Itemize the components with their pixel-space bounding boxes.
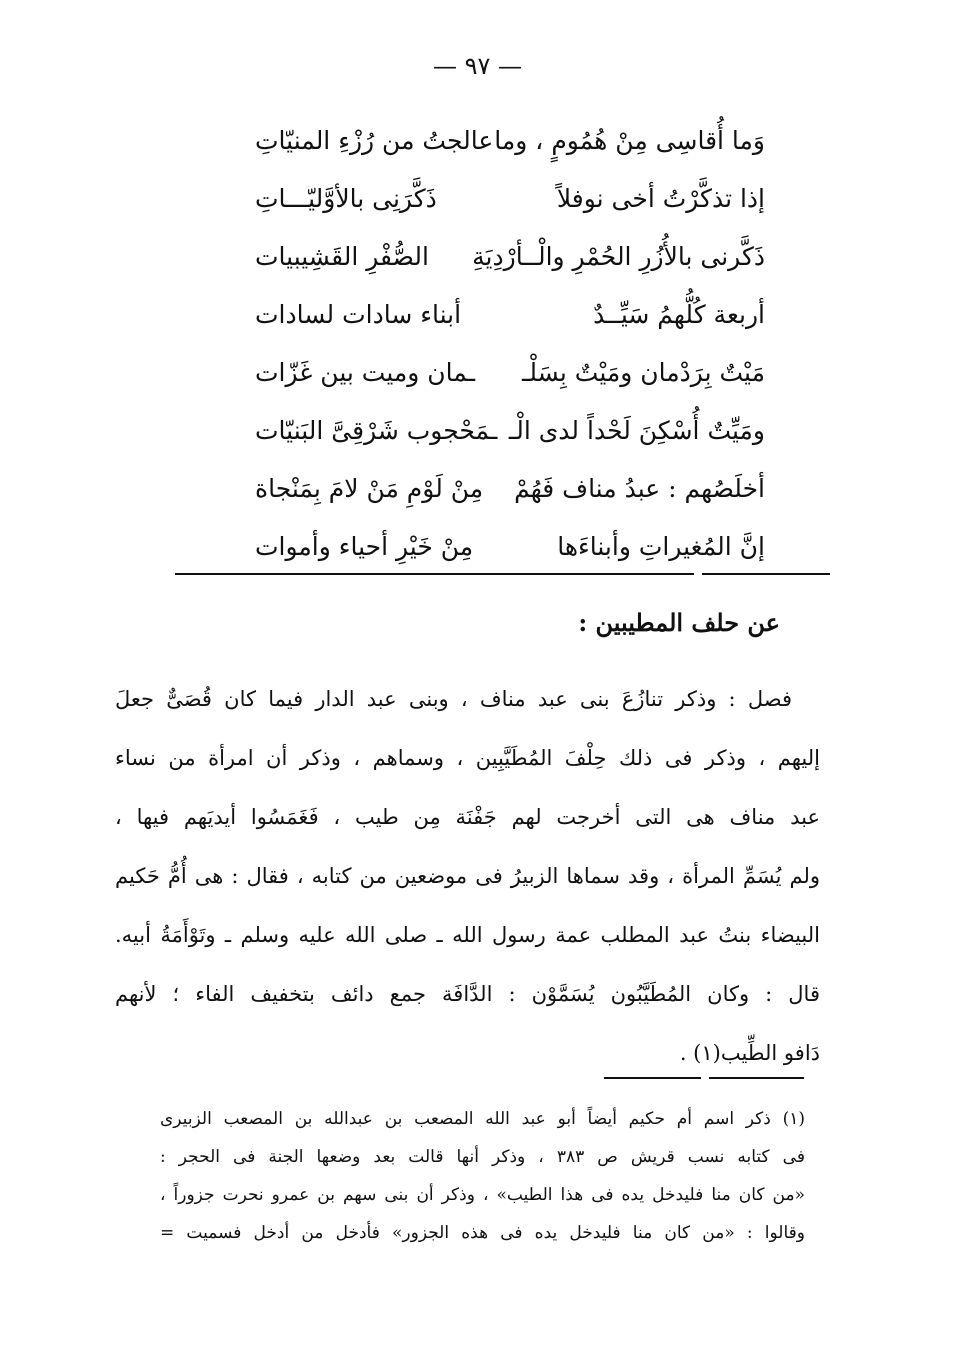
- footnote: [160, 1100, 805, 1252]
- poem-verse: [255, 344, 765, 402]
- prose-line: قال : وكان المُطَيَّبُون يُسَمَّوْن : الدَّافَة جمع دائف بتخفيف الفاء ؛ لأنهم: [115, 982, 820, 1006]
- verse-first-hemistich: إنَّ المُغيراتِ وأبناءَها: [557, 532, 765, 561]
- divider-segment: [604, 1077, 701, 1079]
- verse-first-hemistich: إذا تذكَّرْتُ أخى نوفلاً: [556, 184, 765, 213]
- prose-line: البيضاء بنتُ عبد المطلب عمة رسول الله ـ صلى الله عليه وسلم ـ وتَوْأَمَةُ أبيه.: [115, 923, 820, 947]
- prose-line: فصل : وذكر تنازُعَ بنى عبد مناف ، وبنى عبد الدار فيما كان قُصَىٌّ جعلَ: [115, 687, 792, 711]
- verse-second-hemistich: مِنْ لَوْمِ مَنْ لامَ بِمَنْجاة: [255, 474, 484, 503]
- verse-second-hemistich: ـمَحْجوب شَرْقِىَّ البَنيّات: [255, 416, 498, 445]
- page-number: — ٩٧ —: [432, 52, 523, 80]
- verse-first-hemistich: أربعة كُلُّهمُ سَيِّــدٌ: [593, 300, 765, 329]
- divider-segment: [709, 1077, 804, 1079]
- verse-second-hemistich: مِنْ خَيْرِ أحياء وأموات: [255, 532, 474, 561]
- poem-verse: [255, 228, 765, 286]
- verse-first-hemistich: ومَيِّتٌ أُسْكِنَ لَحْداً لدى الْـ: [508, 416, 765, 445]
- poem-verse: [255, 112, 765, 170]
- footnote-line: (١) ذكر اسم أم حكيم أيضاً أبو عبد الله المصعب بن عبدالله بن المصعب الزبيرى: [160, 1109, 805, 1129]
- prose-line: ولم يُسَمِّ المرأة ، وقد سماها الزبيرُ فى موضعين من كتابه ، فقال : هى أُمُّ حَكيم: [115, 864, 820, 888]
- footnote-line: «من كان منا فليدخل يده فى هذا الطيب» ، وذكر أن بنى سهم بن عمرو نحرت جزوراً ،: [160, 1185, 805, 1205]
- poem-verse: [255, 286, 765, 344]
- divider-segment: [175, 573, 694, 575]
- verse-second-hemistich: الصُّفْرِ القَشِيبيات: [255, 242, 429, 271]
- prose-body: [115, 670, 820, 1083]
- poem: [255, 112, 765, 576]
- divider-segment: [702, 573, 830, 575]
- section-heading: عن حلف المطيبين :: [578, 608, 780, 637]
- footnote-line: فى كتابه نسب قريش ص ٣٨٣ ، وذكر أنها قالت بعد وضعها الجنة فى الحجر :: [160, 1147, 805, 1167]
- poem-verse: [255, 460, 765, 518]
- verse-first-hemistich: ذَكَّرنى بالأُزُرِ الحُمْرِ والْــأرْدِيَةِ: [472, 242, 765, 271]
- verse-first-hemistich: أخلَصُهم : عبدُ مناف فَهُمْ: [514, 474, 765, 503]
- verse-second-hemistich: أبناء سادات لسادات: [255, 300, 462, 329]
- footnote-line: وقالوا : «من كان منا فليدخل يده فى هذه الجزور» فأدخل من أدخل فسميت =: [160, 1223, 805, 1243]
- verse-second-hemistich: عالجتُ من رُزْءِ المنيّاتِ: [255, 126, 494, 155]
- prose-line: إليهم ، وذكر فى ذلك حِلْفَ المُطَيَّبِين ، وسماهم ، وذكر أن امرأة من نساء: [115, 746, 820, 770]
- verse-first-hemistich: مَيْتٌ بِرَدْمان ومَيْتٌ بِسَلْـ: [522, 358, 765, 387]
- verse-second-hemistich: ـمان وميت بين غَزّات: [255, 358, 476, 387]
- poem-verse: [255, 402, 765, 460]
- verse-first-hemistich: وَما أُقاسِى مِنْ هُمُومٍ ، وما: [494, 126, 765, 155]
- prose-line: دَافو الطِّيب(١) .: [679, 1041, 820, 1065]
- poem-verse: [255, 170, 765, 228]
- poem-verse: [255, 518, 765, 576]
- verse-second-hemistich: ذَكَّرَنِى بالأوَّليّـــاتِ: [255, 184, 437, 213]
- prose-line: عبد مناف هى التى أخرجت لهم جَفْنَة مِن طيب ، فَغَمَسُوا أيديَهم فيها ،: [115, 805, 820, 829]
